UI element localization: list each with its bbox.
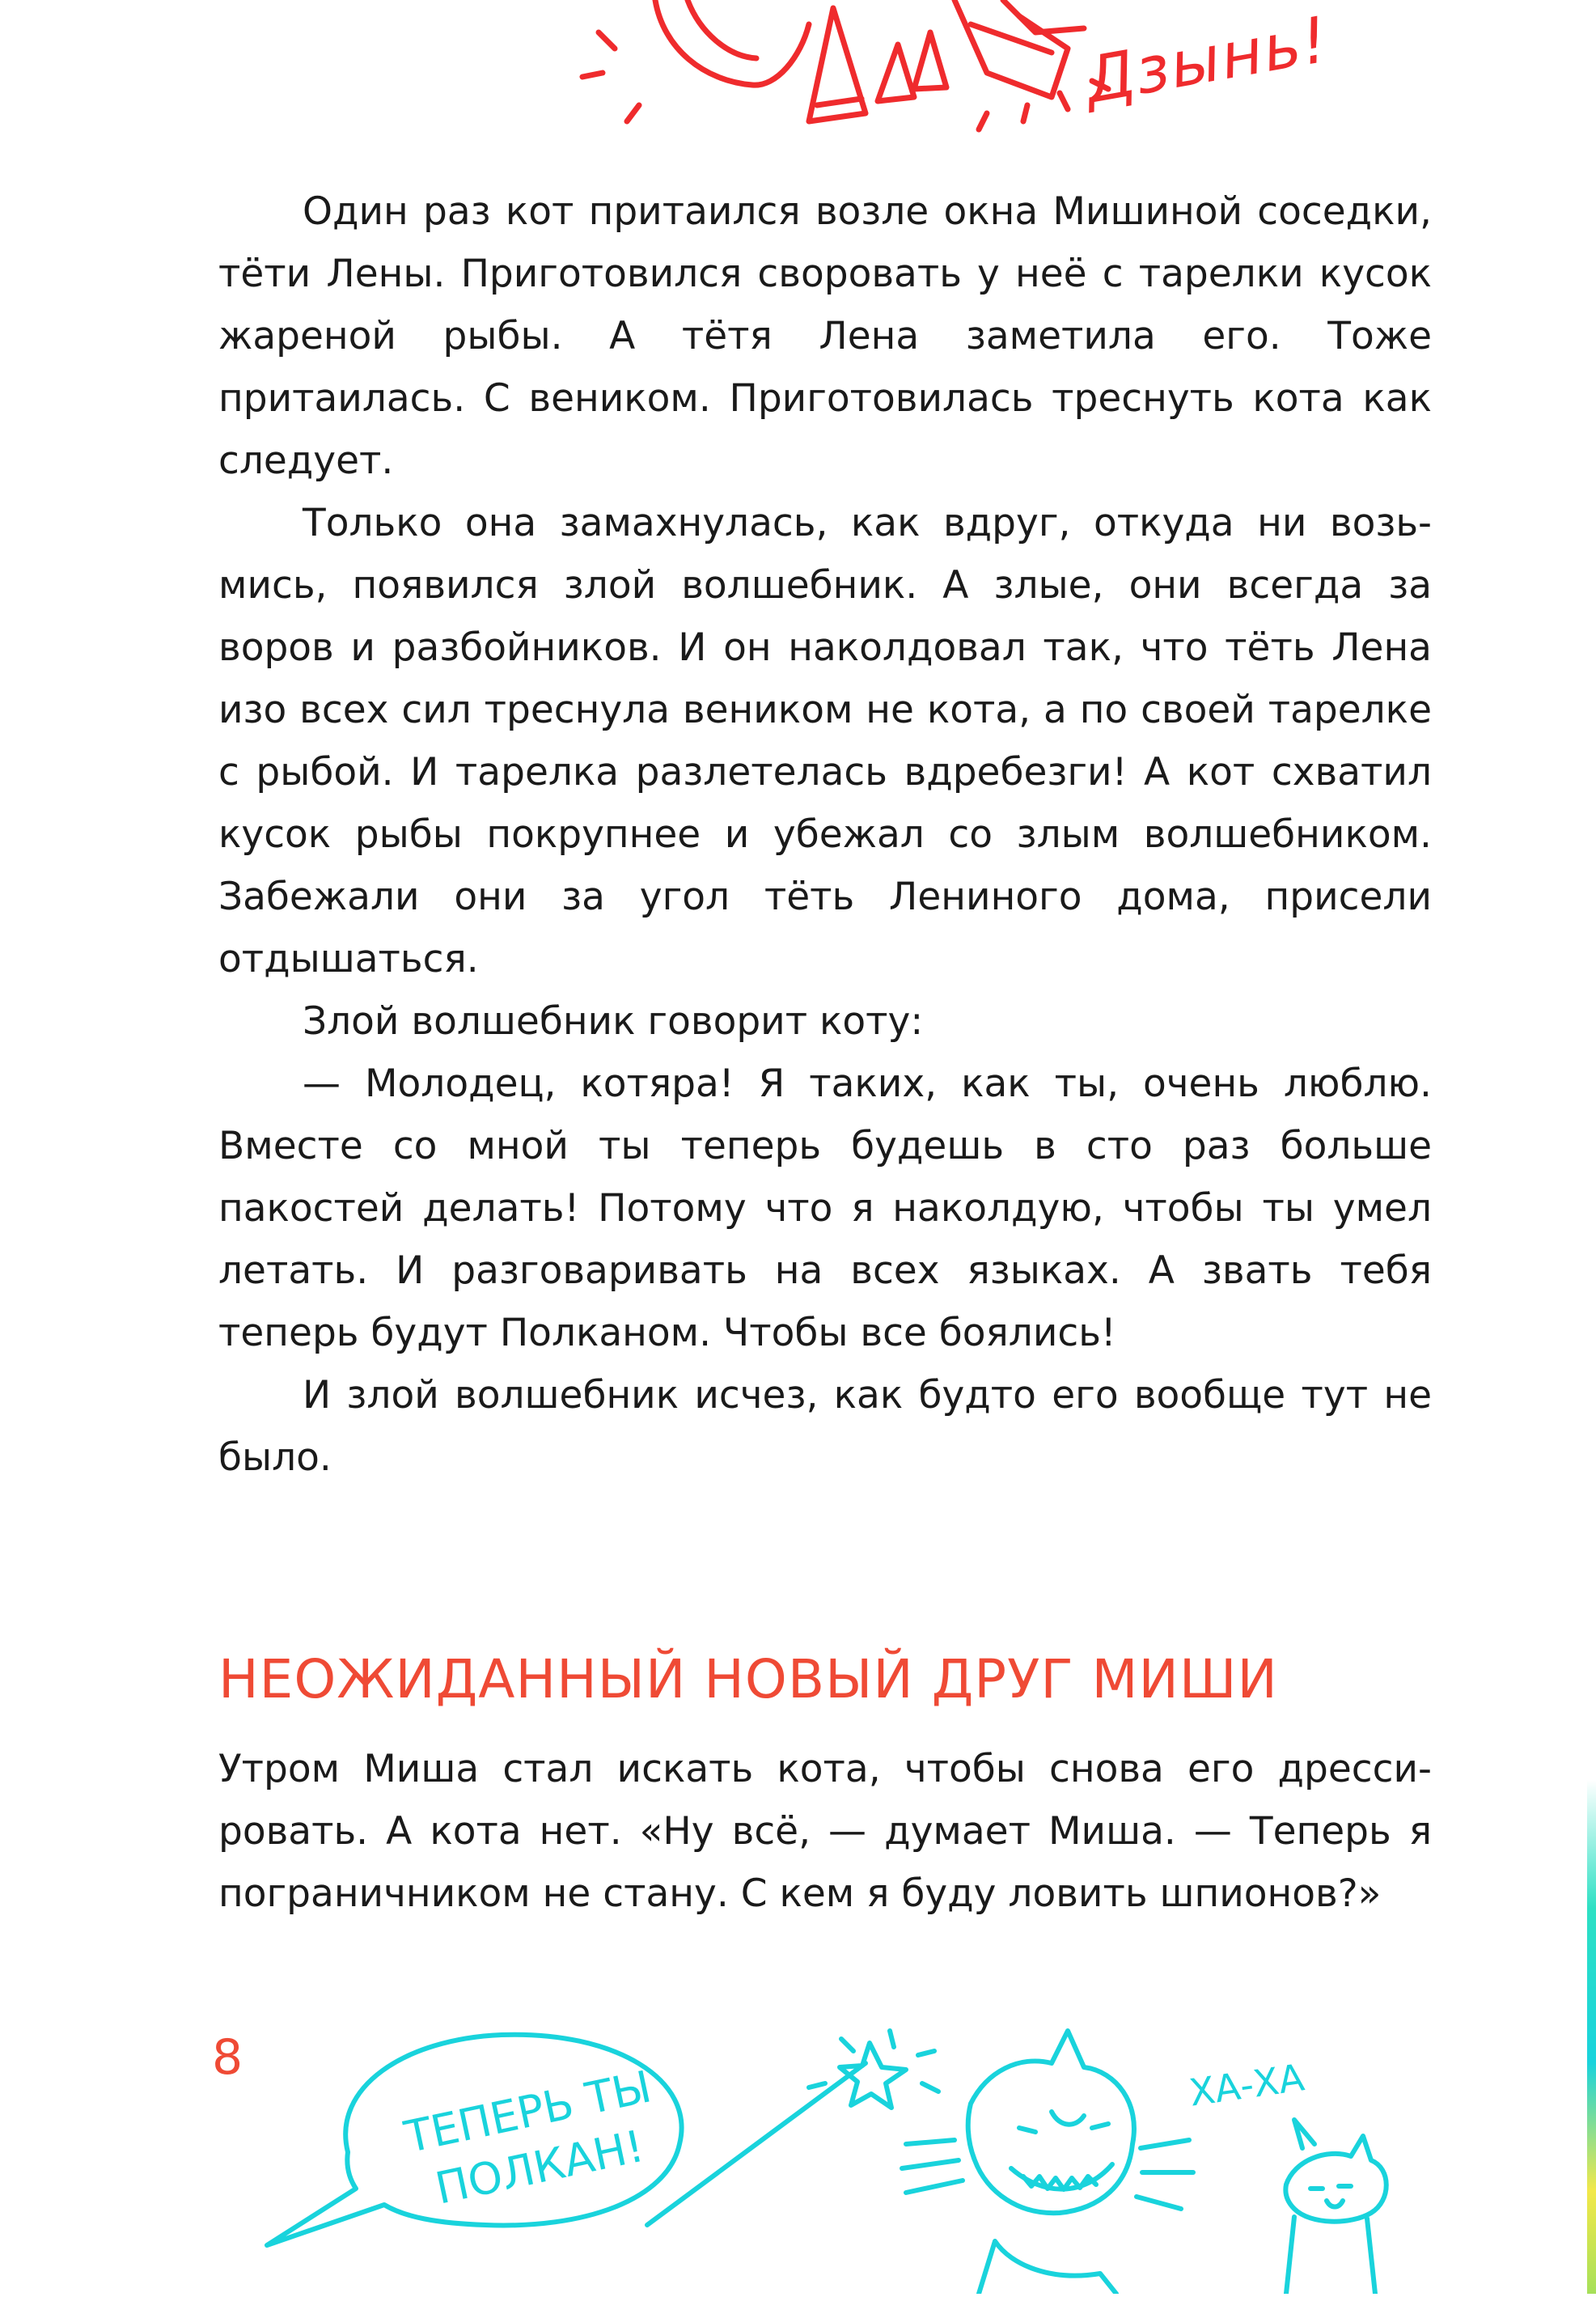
paragraph: Только она замахнулась, как вдруг, откуда ни возьмись, появился злой волшебник. А злые, они всегда за воров и разбойников. И он наколдовал так, что тёть Лена изо всех сил треснула веником не кота, а по своей тарелке с рыбой. И тарелка разлетелась вдребезги! А кот схватил кусок рыбы покрупнее и убежал со злым волшебником. Забежали они за угол тёть Лениного дома, присели отдышаться. — [218, 501, 1432, 981]
laugh-text: ХА-ХА — [1186, 2055, 1307, 2115]
sound-effect-text: Дзынь! — [1079, 3, 1335, 118]
paragraph: И злой волшебник исчез, как будто его вообще тут не было. — [218, 1373, 1432, 1480]
chapter-title: НЕОЖИДАННЫЙ НОВЫЙ ДРУГ МИШИ — [218, 1647, 1278, 1710]
page-edge-color-strip — [1587, 1780, 1596, 2294]
story-text-top — [218, 180, 1432, 1489]
paragraph: Один раз кот притаился возле окна Мишиной соседки, тёти Лены. Приготовился своровать у неё с тарелки кусок жареной рыбы. А тётя Лена заметила его. Тоже притаилась. С веником. Приготовилась треснуть кота как следует. — [218, 189, 1432, 483]
page-number: 8 — [212, 2029, 243, 2086]
story-text-bottom — [218, 1738, 1432, 1925]
speech-bubble-text: ТЕПЕРЬ ТЫ ПОЛКАН! — [400, 2061, 656, 2214]
paragraph: — Молодец, котяра! Я таких, как ты, очень люблю. Вместе со мной ты теперь будешь в сто раз больше пакостей делать! Потому что я наколдую, чтобы ты умел летать. И разговаривать на всех языках. А звать тебя теперь будут Полканом. Чтобы все боялись! — [218, 1062, 1432, 1355]
paragraph: Злой волшебник говорит коту: — [303, 999, 924, 1044]
paragraph: Утром Миша стал искать кота, чтобы снова его дрессировать. А кота нет. «Ну всё, — думает Миша. — Теперь я пограничником не стану. С кем я буду ловить шпионов?» — [218, 1747, 1432, 1916]
